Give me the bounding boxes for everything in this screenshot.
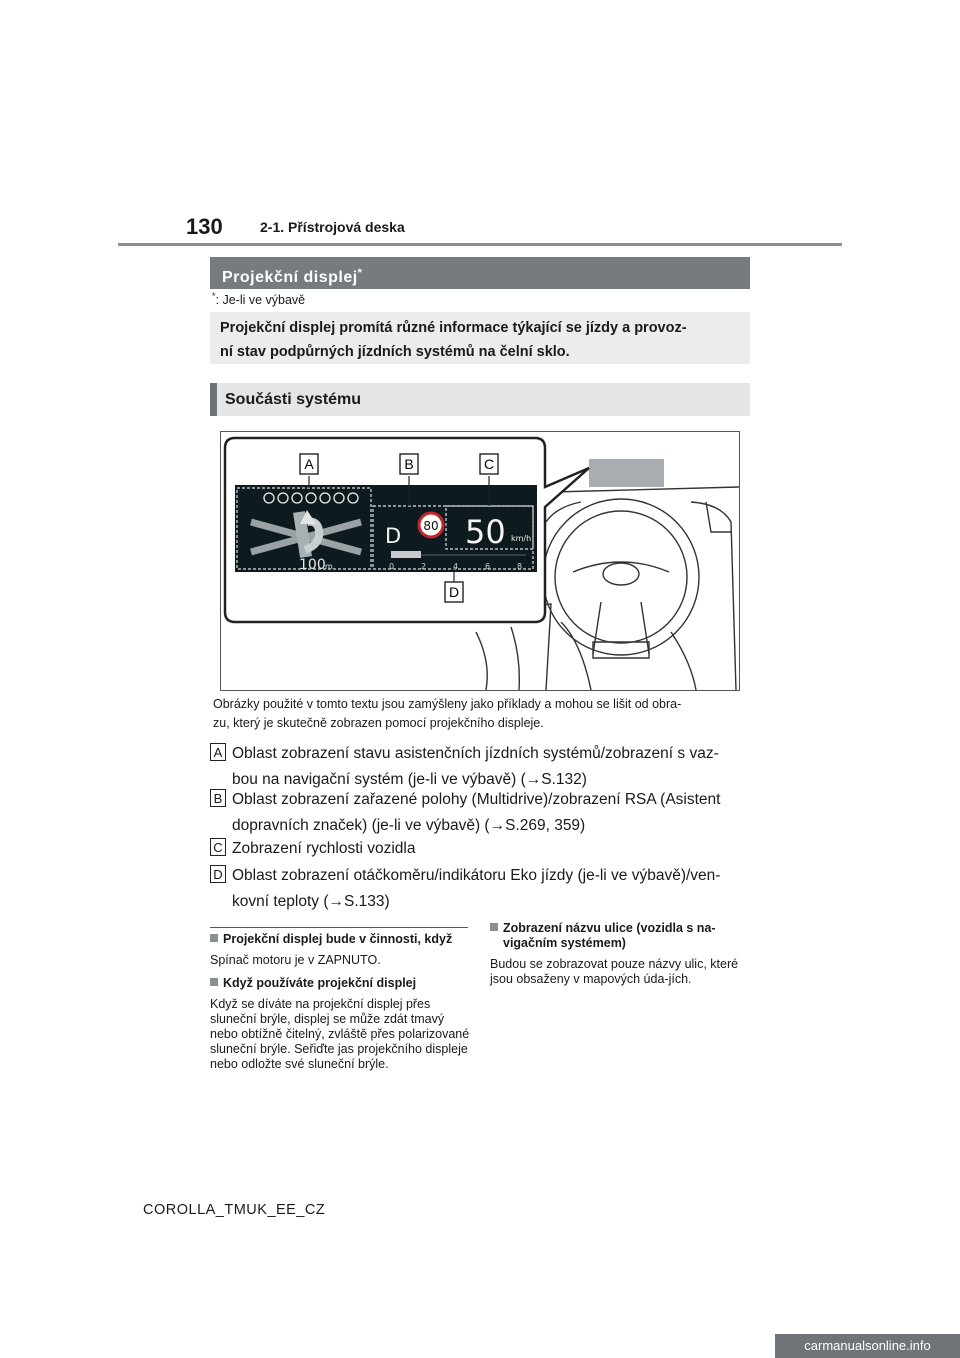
header-rule (118, 243, 842, 246)
footnote-mark: * (212, 291, 216, 301)
notes-left-column (210, 932, 470, 1080)
hud-figure (220, 431, 740, 691)
rpm-bar (391, 551, 421, 558)
note-text: Budou se zobrazovat pouze názvy ulic, které jsou obsaženy v mapových úda-jích. (490, 957, 739, 986)
hud-projection-area (589, 459, 664, 487)
section-title-bar (210, 257, 750, 289)
component-item-d (210, 863, 755, 915)
note-bullet-icon (490, 923, 498, 931)
intro-line-1: Projekční displej promítá různé informace týkající se jízdy a provoz- (220, 320, 687, 336)
note-bullet-icon (210, 934, 218, 942)
note-text: Když se díváte na projekční displej přes sluneční brýle, displej se může zdát tmavý nebo obtížně čitelný, zvláště přes polarizované sluneční brýle. Seřiďte jas projekčního displeje nebo odložte své sluneční brýle. (210, 997, 470, 1071)
item-text-cont: bou na navigační systém (je-li ve výbavě) (→S.132) (232, 771, 587, 788)
distance-value: 100 (299, 557, 326, 573)
speed-limit-value: 80 (423, 519, 439, 533)
intro-line-2: ní stav podpůrných jízdních systémů na čelní sklo. (220, 344, 570, 360)
note-text: Spínač motoru je v ZAPNUTO. (210, 953, 381, 967)
rpm-tick-label: 2 (421, 562, 427, 571)
speed-unit: km/h (511, 534, 532, 543)
item-label: C (210, 838, 226, 856)
note-heading: Když používáte projekční displej (210, 976, 470, 991)
item-label: B (210, 789, 226, 807)
rpm-tick-label: 6 (485, 562, 491, 571)
distance-unit: m (325, 562, 333, 571)
note-heading: Projekční displej bude v činnosti, když (210, 932, 470, 947)
item-text-cont: dopravních značek) (je-li ve výbavě) (→S.269, 359) (232, 817, 586, 834)
speed-value: 50 (465, 513, 506, 551)
notes-right-column (490, 921, 750, 995)
caption-line-2: zu, který je skutečně zobrazen pomocí projekčního displeje. (213, 716, 544, 730)
note-bullet-icon (210, 978, 218, 986)
item-label: D (210, 865, 226, 883)
page-number: 130 (186, 214, 223, 239)
figure-caption (213, 695, 753, 733)
figure-label-c: C (483, 456, 495, 472)
figure-label-b: B (404, 456, 414, 472)
component-item-c (210, 836, 755, 862)
notes-rule (210, 927, 468, 928)
subsection-title: Součásti systému (210, 383, 750, 416)
footnote (212, 291, 305, 307)
rpm-tick-label: 4 (453, 562, 459, 571)
note-heading: Zobrazení názvu ulice (vozidla s na-vigačním systémem) (490, 921, 750, 951)
item-text-cont: kovní teploty (→S.133) (232, 893, 390, 910)
chapter-title: 2-1. Přístrojová deska (260, 219, 405, 235)
item-text: Oblast zobrazení zařazené polohy (Multidrive)/zobrazení RSA (Asistent (232, 791, 721, 808)
item-text: Oblast zobrazení stavu asistenčních jízdních systémů/zobrazení s vaz- (232, 745, 719, 762)
figure-label-d: D (448, 584, 460, 600)
watermark[interactable]: carmanualsonline.info (775, 1334, 960, 1358)
hud-illustration (221, 432, 739, 690)
item-text: Zobrazení rychlosti vozidla (232, 840, 416, 857)
rpm-tick-label: 0 (389, 562, 395, 571)
component-item-b (210, 787, 755, 839)
footnote-text: : Je-li ve výbavě (215, 293, 306, 308)
figure-label-a: A (304, 456, 314, 472)
item-text: Oblast zobrazení otáčkoměru/indikátoru Eko jízdy (je-li ve výbavě)/ven- (232, 867, 721, 884)
component-item-a (210, 741, 755, 793)
gear-position: D (385, 524, 402, 548)
doc-code: COROLLA_TMUK_EE_CZ (143, 1202, 326, 1218)
item-label: A (210, 743, 226, 761)
section-title-mark: * (357, 267, 363, 279)
intro-box (210, 312, 750, 364)
section-title: Projekční displej (222, 269, 358, 287)
caption-line-1: Obrázky použité v tomto textu jsou zamýšleny jako příklady a mohou se lišit od obra- (213, 697, 682, 711)
rpm-tick-label: 8 (517, 562, 523, 571)
